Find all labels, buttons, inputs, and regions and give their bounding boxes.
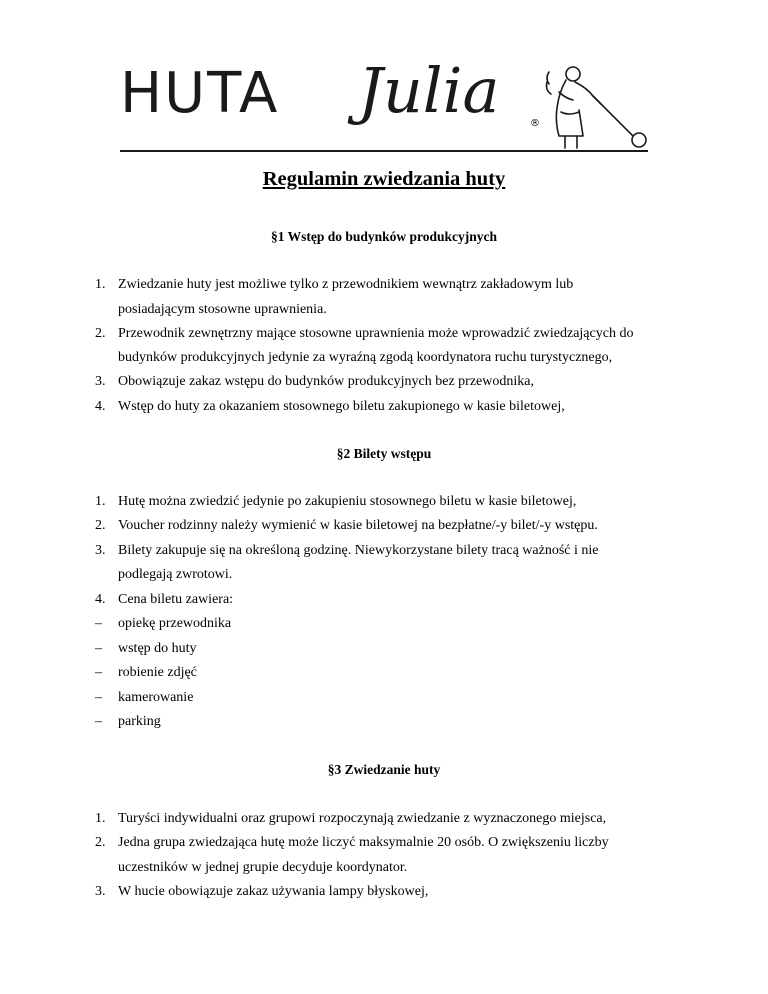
s1-item-4-number: 4. (95, 399, 106, 414)
section-1-heading: §1 Wstęp do budynków produkcyjnych (270, 229, 498, 244)
s3-item-3-line-1: W hucie obowiązuje zakaz używania lampy błyskowej, (118, 884, 429, 899)
huta-julia-logo (120, 54, 650, 156)
s2-item-4-number: 4. (95, 592, 106, 607)
s1-item-2-number: 2. (95, 326, 106, 341)
s3-item-2-line-1: Jedna grupa zwiedzająca hutę może liczyć maksymalnie 20 osób. O zwiększeniu liczby (118, 835, 609, 850)
s2-item-3-line-2: podlegają zwrotowi. (118, 567, 233, 582)
s2-item-4-line-1: Cena biletu zawiera: (118, 592, 234, 607)
registered-mark: ® (530, 118, 540, 129)
s3-item-2-line-2: uczestników w jednej grupie decyduje koordynator. (118, 860, 408, 875)
bullet-dash: – (95, 641, 102, 656)
s2-item-3-line-1: Bilety zakupuje się na określoną godzinę. Niewykorzystane bilety tracą ważność i nie (118, 543, 599, 558)
s2-item-3-number: 3. (95, 543, 106, 558)
s2-item-2-line-1: Voucher rodzinny należy wymienić w kasie biletowej na bezpłatne/-y bilet/-y wstępu. (118, 518, 598, 533)
section-3-heading: §3 Zwiedzanie huty (327, 762, 441, 777)
s2-bullet-2: wstęp do huty (118, 641, 197, 656)
header-rule (120, 150, 648, 152)
s2-item-1-line-1: Hutę można zwiedzić jedynie po zakupieniu stosownego biletu w kasie biletowej, (118, 494, 577, 509)
s1-item-2-line-1: Przewodnik zewnętrzny mające stosowne uprawnienia może wprowadzić zwiedzających do (118, 326, 634, 341)
section-2-heading: §2 Bilety wstępu (336, 446, 432, 461)
logo-brand-text: HUTA (120, 61, 280, 126)
bullet-dash: – (95, 690, 102, 705)
s2-bullet-5: parking (118, 714, 161, 729)
s1-item-1-line-1: Zwiedzanie huty jest możliwe tylko z przewodnikiem wewnątrz zakładowym lub (118, 277, 574, 292)
bullet-dash: – (95, 665, 102, 680)
bullet-dash: – (95, 616, 102, 631)
s3-item-1-line-1: Turyści indywidualni oraz grupowi rozpoczynają zwiedzanie z wyznaczonego miejsca, (118, 811, 607, 826)
s1-item-3-number: 3. (95, 374, 106, 389)
s2-bullet-3: robienie zdjęć (118, 665, 197, 680)
s3-item-1-number: 1. (95, 811, 106, 826)
document-title: Regulamin zwiedzania huty (262, 168, 506, 190)
s2-bullet-1: opiekę przewodnika (118, 616, 232, 631)
s2-bullet-4: kamerowanie (118, 690, 194, 705)
s1-item-1-number: 1. (95, 277, 106, 292)
s2-item-2-number: 2. (95, 518, 106, 533)
logo-script-text: Julia (358, 54, 500, 127)
s3-item-2-number: 2. (95, 835, 106, 850)
bullet-dash: – (95, 714, 102, 729)
s1-item-1-line-2: posiadającym stosowne uprawnienia. (118, 302, 327, 317)
s3-item-3-number: 3. (95, 884, 106, 899)
s1-item-2-line-2: budynków produkcyjnych jedynie za wyraźną zgodą koordynatora ruchu turystycznego, (118, 350, 613, 365)
glassblower-illustration-icon (535, 62, 650, 150)
s2-item-1-number: 1. (95, 494, 106, 509)
s1-item-3-line-1: Obowiązuje zakaz wstępu do budynków produkcyjnych bez przewodnika, (118, 374, 534, 389)
s1-item-4-line-1: Wstęp do huty za okazaniem stosownego biletu zakupionego w kasie biletowej, (118, 399, 565, 414)
